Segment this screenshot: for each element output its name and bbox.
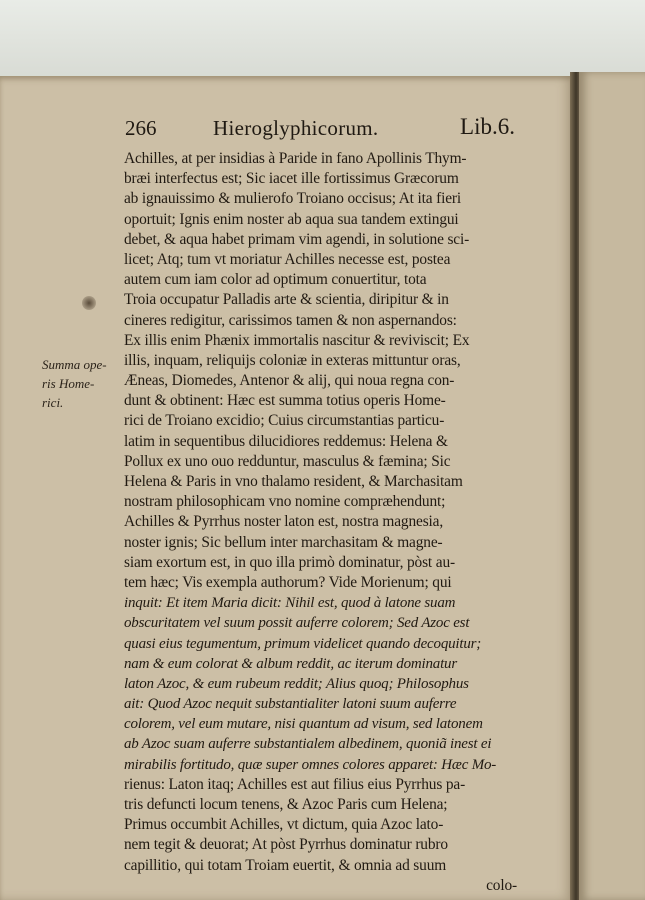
text-line: inquit: Et item Maria dicit: Nihil est, quod à latone suam xyxy=(124,595,456,612)
text-line: bræi interfectus est; Sic iacet ille fortissimus Græcorum xyxy=(124,170,459,188)
text-line: dunt & obtinent: Hæc est summa totius operis Home- xyxy=(124,392,446,410)
text-line: Troia occupatur Palladis arte & scientia, diripitur & in xyxy=(124,291,449,309)
text-line: Helena & Paris in vno thalamo resident, & Marchasitam xyxy=(124,473,463,490)
backdrop xyxy=(0,0,645,78)
text-line: laton Azoc, & eum rubeum reddit; Alius quoq; Philosophus xyxy=(124,675,469,692)
text-line: ab Azoc suam auferre substantialem albedinem, quoniã inest ei xyxy=(124,736,492,753)
text-line: capillitio, qui totam Troiam euertit, & omnia ad suum xyxy=(124,856,447,874)
text-line: licet; Atq; tum vt moriatur Achilles necesse est, postea xyxy=(124,250,451,268)
text-line: nostram philosophicam vno nomine compræhendunt; xyxy=(124,493,446,511)
text-line: Achilles, at per insidias à Paride in fano Apollinis Thym- xyxy=(124,150,467,167)
text-line: cineres redigitur, carissimos tamen & non aspernandos: xyxy=(124,311,457,329)
margin-note-line: rici. xyxy=(42,395,64,410)
text-line: autem cum iam color ad optimum conuertitur, tota xyxy=(124,271,427,289)
running-title: Hieroglyphicorum. xyxy=(213,116,379,140)
text-line: colorem, vel eum mutare, nisi quantum ad visum, sed latonem xyxy=(124,716,483,733)
text-line: Primus occumbit Achilles, vt dictum, quia Azoc lato- xyxy=(124,816,444,834)
text-line: nam & eum colorat & album reddit, ac iterum dominatur xyxy=(124,655,457,672)
text-line: Æneas, Diomedes, Antenor & alij, qui noua regna con- xyxy=(124,372,455,390)
facing-page-edge xyxy=(579,72,645,900)
text-line: colo- xyxy=(486,876,517,894)
text-line: rienus: Laton itaq; Achilles est aut filius eius Pyrrhus pa- xyxy=(124,775,466,793)
margin-note-line: Summa ope- xyxy=(42,357,107,372)
text-line: obscuritatem vel suum possit auferre colorem; Sed Azoc est xyxy=(124,615,470,632)
text-line: oportuit; Ignis enim noster ab aqua sua tandem extingui xyxy=(124,210,459,228)
text-line: Achilles & Pyrrhus noster laton est, nostra magnesia, xyxy=(124,513,444,531)
margin-note-line: ris Home- xyxy=(42,376,95,391)
text-line: Ex illis enim Phænix immortalis nascitur & reviviscit; Ex xyxy=(124,331,470,349)
page-number: 266 xyxy=(125,116,157,140)
text-line: tris defuncti locum tenens, & Azoc Paris cum Helena; xyxy=(124,796,448,813)
text-line: noster ignis; Sic bellum inter marchasitam & magne- xyxy=(124,533,443,551)
text-line: siam exortum est, in quo illa primò dominatur, pòst au- xyxy=(124,553,455,571)
text-line: rici de Troiano excidio; Cuius circumstantias particu- xyxy=(124,412,445,430)
text-line: latim in sequentibus dilucidiores reddemus: Helena & xyxy=(124,432,448,450)
text-line: ait: Quod Azoc nequit substantialiter latoni suum auferre xyxy=(124,696,457,713)
page-header xyxy=(125,112,515,146)
text-line: nem tegit & deuorat; At pòst Pyrrhus dominatur rubro xyxy=(124,836,448,854)
text-line: ab ignauissimo & mulierofo Troiano occisus; At ita fieri xyxy=(124,190,462,208)
text-line: illis, inquam, reliquijs coloniæ in exteras mittuntur oras, xyxy=(124,351,461,369)
margin-note xyxy=(42,355,122,412)
book-reference: Lib.6. xyxy=(460,114,515,139)
text-line: tem hæc; Vis exempla authorum? Vide Morienum; qui xyxy=(124,573,452,591)
text-line: debet, & aqua habet primam vim agendi, in solutione sci- xyxy=(124,230,470,248)
text-line: Pollux ex uno ouo redduntur, masculus & fæmina; Sic xyxy=(124,452,451,470)
body-text xyxy=(124,149,517,896)
foxing-stain xyxy=(82,296,96,310)
text-line: quasi eius tegumentum, primum videlicet quando decoquitur; xyxy=(124,635,482,652)
text-line: mirabilis fortitudo, quæ super omnes colores apparet: Hæc Mo- xyxy=(124,756,497,773)
